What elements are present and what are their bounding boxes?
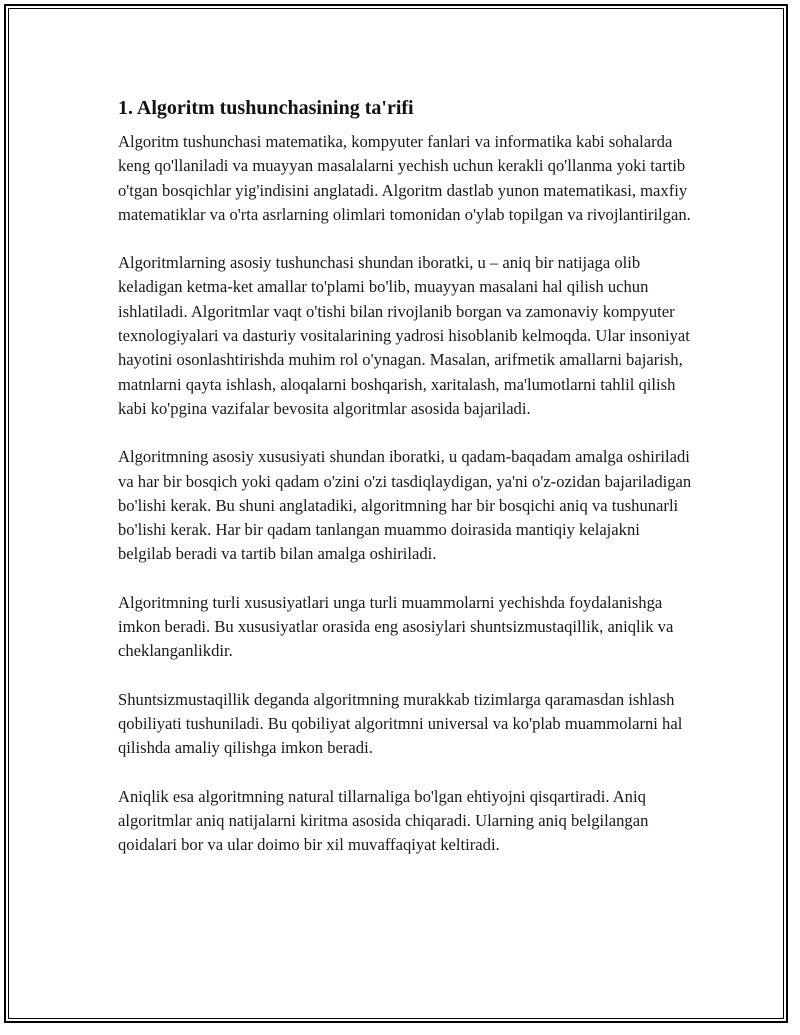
document-body (118, 95, 693, 881)
paragraph-3: Algoritmning asosiy xususiyati shundan iboratki, u qadam-baqadam amalga oshiriladi va har bir bosqich yoki qadam o'zini o'zi tasdiqlaydigan, ya'ni o'z-ozidan bajariladigan bo'lishi kerak. Bu shuni anglatadiki, algoritmning har bir bosqichi aniq va tushunarli bo'lishi kerak. Har bir qadam tanlangan muammo doirasida mantiqiy kelajakni belgilab beradi va tartib bilan amalga oshiriladi. (118, 447, 692, 564)
paragraph-5: Shuntsizmustaqillik deganda algoritmning murakkab tizimlarga qaramasdan ishlash qobiliyati tushuniladi. Bu qobiliyat algoritmni universal va ko'plab muammolarni hal qilishda amaliy qilishga imkon beradi. (118, 689, 683, 758)
paragraph-4: Algoritmning turli xususiyatlari unga turli muammolarni yechishda foydalanishga imkon beradi. Bu xususiyatlar orasida eng asosiylari shuntsizmustaqillik, aniqlik va cheklanganlikdir. (118, 592, 674, 661)
paragraph-6: Aniqlik esa algoritmning natural tillarnaliga bo'lgan ehtiyojni qisqartiradi. Aniq algoritmlar aniq natijalarni kiritma asosida chiqaradi. Ularning aniq belgilangan qoidalari bor va ular doimo bir xil muvaffaqiyat keltiradi. (118, 786, 649, 855)
paragraph-2: Algoritmlarning asosiy tushunchasi shundan iboratki, u – aniq bir natijaga olib keladigan ketma-ket amallar to'plami bo'lib, muayyan masalani hal qilish uchun ishlatiladi. Algoritmlar vaqt o'tishi bilan rivojlanib borgan va zamonaviy kompyuter texnologiyalari va dasturiy vositalarining yadrosi hisoblanib kelmoqda. Ular insoniyat hayotini osonlashtirishda muhim rol o'ynagan. Masalan, arifmetik amallarni bajarish, matnlarni qayta ishlash, aloqalarni boshqarish, xaritalash, ma'lumotlarni tahlil qilish kabi ko'pgina vazifalar bevosita algoritmlar asosida bajariladi. (118, 253, 690, 418)
paragraph-1: Algoritm tushunchasi matematika, kompyuter fanlari va informatika kabi sohalarda keng qo'llaniladi va muayyan masalalarni yechish uchun kerakli qo'llanma yoki tartib o'tgan bosqichlar yig'indisini anglatadi. Algoritm dastlab yunon matematikasi, maxfiy matematiklar va o'rta asrlarning olimlari tomonidan o'ylab topilgan va rivojlantirilgan. (118, 132, 691, 224)
section-heading: 1. Algoritm tushunchasining ta'rifi (118, 97, 414, 119)
